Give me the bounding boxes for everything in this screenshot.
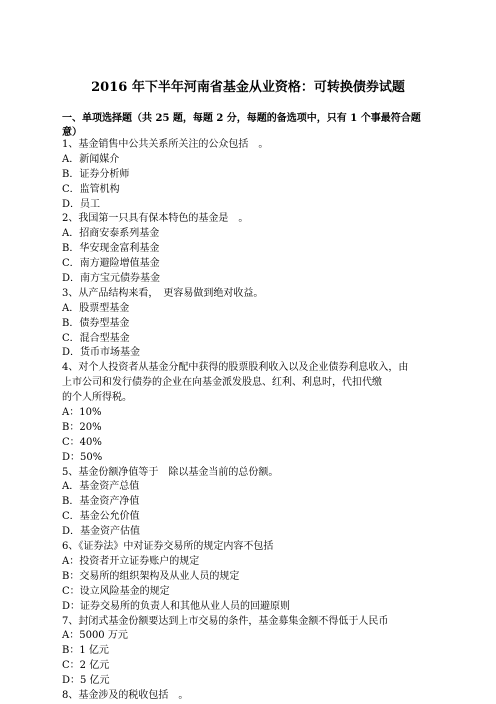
question-line: 4、对个人投资者从基金分配中获得的股票股利收入以及企业债券利息收入，由 bbox=[62, 362, 409, 374]
question-line: 3、从产品结构来看， 更容易做到绝对收益。 bbox=[62, 287, 264, 299]
question-line: 7、封闭式基金份额要达到上市交易的条件，基金募集金额不得低于人民币 bbox=[62, 615, 389, 627]
question-line: D：证券交易所的负责人和其他从业人员的回避原则 bbox=[62, 600, 291, 612]
question-line: C．基金公允价值 bbox=[62, 511, 140, 523]
question-line: A．招商安泰系列基金 bbox=[62, 228, 160, 240]
question-line: B．华安现金富利基金 bbox=[62, 243, 160, 255]
question-line: 1、基金销售中公共关系所关注的公众包括 。 bbox=[62, 139, 269, 150]
question-list bbox=[62, 138, 442, 704]
question-line: 8、基金涉及的税收包括 。 bbox=[62, 689, 189, 701]
question-line: C．南方避险增值基金 bbox=[62, 258, 160, 270]
document-title: 2016 年下半年河南省基金从业资格：可转换债券试题 bbox=[91, 80, 405, 95]
question-line: A：10% bbox=[62, 407, 102, 419]
question-line: A．新闻媒介 bbox=[62, 153, 120, 165]
question-line: A：投资者开立证券账户的规定 bbox=[62, 555, 200, 567]
question-line: B：交易所的组织架构及从业人员的规定 bbox=[62, 570, 240, 582]
question-line: C：设立风险基金的规定 bbox=[62, 585, 170, 597]
question-line: A．基金资产总值 bbox=[62, 481, 140, 493]
question-line: B．证券分析师 bbox=[62, 168, 130, 180]
question-line: 5、基金份额净值等于 除以基金当前的总份额。 bbox=[62, 466, 279, 478]
question-line: D．员工 bbox=[62, 198, 101, 210]
question-line: C．监管机构 bbox=[62, 183, 120, 195]
question-line: 的个人所得税。 bbox=[62, 392, 132, 404]
question-line: C．混合型基金 bbox=[62, 332, 130, 344]
question-line: 2、我国第一只具有保本特色的基金是 。 bbox=[62, 213, 249, 225]
question-line: A：5000 万元 bbox=[62, 630, 128, 642]
question-line: D：5 亿元 bbox=[62, 675, 110, 687]
question-line: D：50% bbox=[62, 451, 103, 463]
question-line: D．货币市场基金 bbox=[62, 347, 141, 359]
question-line: B．债券型基金 bbox=[62, 317, 130, 329]
question-line: C：2 亿元 bbox=[62, 660, 110, 672]
question-line: 6、《证券法》中对证券交易所的规定内容不包括 bbox=[62, 541, 274, 553]
question-line: D．基金资产估值 bbox=[62, 526, 141, 538]
question-line: C：40% bbox=[62, 436, 102, 448]
question-line: A．股票型基金 bbox=[62, 302, 130, 314]
question-line: D．南方宝元债券基金 bbox=[62, 273, 161, 285]
question-line: 上市公司和发行债券的企业在向基金派发股息、红利、利息时，代扣代缴 bbox=[62, 377, 382, 389]
question-line: B：20% bbox=[62, 421, 102, 433]
question-line: B：1 亿元 bbox=[62, 645, 109, 657]
section-heading: 一、单项选择题（共 25 题，每题 2 分，每题的备选项中，只有 1 个事最符合题意） bbox=[62, 113, 421, 138]
question-line: B．基金资产净值 bbox=[62, 496, 140, 508]
